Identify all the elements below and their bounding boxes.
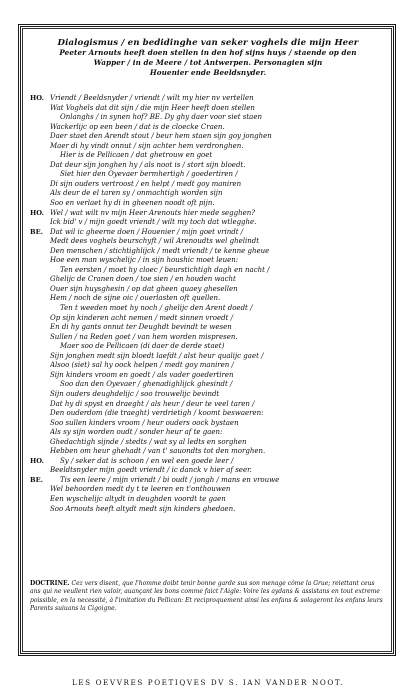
verse-line <box>30 237 390 247</box>
verse-line <box>30 113 390 123</box>
speaker-label <box>30 132 50 142</box>
verse-text: Alsoo (siet) sal hy oock helpen / medt goy maniren / <box>50 361 234 370</box>
speaker-label: HO. <box>30 208 44 217</box>
verse-line <box>30 142 390 152</box>
verse-line <box>30 323 390 333</box>
verse-line <box>30 132 390 142</box>
verse-text: Den ouderdom (die traeght) verdrietigh / koomt beswaeren: <box>50 409 264 418</box>
verse-text: Sijn kinders vroom en goedt / als vader goedertiren <box>50 370 234 379</box>
verse-text: Ghelijc de Cranen doen / toe sien / en houden wacht <box>50 275 236 284</box>
verse-text: Vriendt / Beeldsnyder / vriendt / wilt my hier nv vertellen <box>50 94 254 102</box>
speaker-label <box>30 333 50 343</box>
doctrine-label: DOCTRINE. <box>30 580 70 587</box>
verse-line <box>30 170 390 180</box>
verse-text: Dat wil ic gheerne doen / Houenier / mijn goet vrindt / <box>50 227 244 236</box>
speaker-label <box>30 266 50 276</box>
verse-line <box>30 390 390 400</box>
verse-text: Wat Voghels dat dit sijn / die mijn Heer heeft doen stellen <box>50 103 255 112</box>
verse-text: Ick bid' v / mijn goedt vriendt / wilt my toch dat wtlegghe. <box>50 218 257 227</box>
speaker-label <box>30 189 50 199</box>
speaker-label <box>30 142 50 152</box>
verse-text: Wackerlijc op een been / dat is de cloecke Craen. <box>50 122 225 131</box>
speaker-label <box>30 342 50 352</box>
verse-line <box>30 380 390 390</box>
verse-text: Daer staet den Arendt stout / beur hem staen sijn goy jonghen <box>50 132 272 141</box>
speaker-label: BE. <box>30 227 43 236</box>
verse-line <box>30 466 390 476</box>
verse-text: Hebben om heur ghehadt / van t' sauondts tot den morghen. <box>50 447 266 456</box>
speaker-label <box>30 400 50 410</box>
speaker-label <box>30 419 50 429</box>
verse-text: Medt dees voghels beurschyft / wil Arenoudts wel ghelindt <box>50 237 260 246</box>
speaker-label <box>30 151 50 161</box>
verse-text: Een wyschelijc altydt in deughden voordt te gaen <box>50 494 226 503</box>
verse-text: Hem / noch de sijne oic / ouerlasten oft quellen. <box>50 294 221 303</box>
verse-text: Maer soo de Pellicaen (di daer de derde staet) <box>60 342 225 351</box>
speaker-label <box>30 428 50 438</box>
speaker-label <box>30 218 50 228</box>
verse-line <box>30 161 390 171</box>
speaker-label <box>30 170 50 180</box>
verse-text: Tis een leere / mijn vriendt / bi oudt / jongh / mans en vrouwe <box>60 475 280 484</box>
verse-text: Maer di hy vindt onnut / sijn achter hem verdronghen. <box>50 141 244 150</box>
speaker-label <box>30 466 50 476</box>
verse-text: Beeldtsnyder mijn goedt vriendt / ic danck v hier af seer. <box>50 466 252 475</box>
verse-line <box>30 275 390 285</box>
doctrine-paragraph <box>30 580 386 614</box>
speaker-label <box>30 113 50 123</box>
verse-line <box>30 189 390 199</box>
verse-line <box>30 294 390 304</box>
verse-text: Soo Arnouts heeft altydt medt sijn kinders ghedaen. <box>50 504 236 513</box>
verse-line <box>30 199 390 209</box>
verse-line <box>30 333 390 343</box>
speaker-label <box>30 180 50 190</box>
verse-text: Siet hier den Oyevaer bermhertigh / goedertiren / <box>60 170 238 179</box>
speaker-label <box>30 390 50 400</box>
verse-text: Wel behoorden medt dy t te leeren en t'onthouwen <box>50 485 231 494</box>
verse-line <box>30 371 390 381</box>
verse-line <box>30 266 390 276</box>
verse-text: Als deur de el taren sy / onmachtigh worden sijn <box>50 189 223 198</box>
verse-text: Soo dan den Oyevaer / ghenadighlijck ghesindt / <box>60 380 233 389</box>
verse-line <box>30 228 390 238</box>
title-line-4: Houenier ende Beeldsnyder. <box>149 68 267 77</box>
verse-text: Sijn jonghen medt sijn bloedt laefdt / alst heur qualijc gaet / <box>50 351 264 360</box>
verse-line <box>30 285 390 295</box>
verse-text: Op sijn kinderen acht nemen / medt sinnen vroedt / <box>50 313 233 322</box>
title-line-1: Dialogismus / en bedidinghe van seker voghels die mijn Heer <box>57 38 359 48</box>
verse-text: Hier is de Pellicaen / dat ghetrouw en goet <box>60 151 213 160</box>
speaker-label <box>30 285 50 295</box>
verse-line <box>30 447 390 457</box>
speaker-label <box>30 447 50 457</box>
poem-title <box>30 38 386 78</box>
verse-text: Ghedachtigh sijnde / stedts / wat sy al ledts en sorghen <box>50 437 247 446</box>
verse-text: Sy / seker dat is schoon / en wel een goede leer / <box>60 456 234 465</box>
speaker-label <box>30 409 50 419</box>
verse-line <box>30 457 390 467</box>
verse-text: Den menschen / stichtighlijck / medt vriendt / te kenne gheue <box>50 246 270 255</box>
verse-text: Di sijn ouders vertroost / en helpt / medt goy maniren <box>50 179 242 188</box>
verse-text: Sijn ouders deughdelijc / soo trouwelijc bevindt <box>50 389 220 398</box>
speaker-label <box>30 237 50 247</box>
verse-text: Sullen / na Reden goet / van hem worden mispresen. <box>50 332 238 341</box>
speaker-label <box>30 275 50 285</box>
dialogue-body <box>30 94 390 514</box>
speaker-label <box>30 485 50 495</box>
title-line-3: Wapper / in de Meere / tot Antwerpen. Personagien sijn <box>93 58 323 67</box>
speaker-label <box>30 361 50 371</box>
verse-line <box>30 485 390 495</box>
verse-text: Ten eersten / moet hy cloec / beurstichtigh dagh en nacht / <box>60 265 270 274</box>
verse-text: Soo sullen kinders vroom / heur ouders oock bystaen <box>50 418 239 427</box>
speaker-label <box>30 352 50 362</box>
speaker-label <box>30 199 50 209</box>
speaker-label <box>30 161 50 171</box>
verse-line <box>30 476 390 486</box>
verse-line <box>30 123 390 133</box>
verse-line <box>30 428 390 438</box>
speaker-label <box>30 438 50 448</box>
doctrine-text: Cez vers disent, que l'homme doibt tenir bonne garde sus son menage côme la Grue; reiettant ceus ans qui ne veullent rien valoir, auançant les bons comme faict l'Aigle: Voire les aydans & assistans en tout extreme poissible, en la necessité, à l'imitation du Pellican: Et reciproquement ainsi les enfans & solageront les enfans leurs Parents suiuans la Cigoigne. <box>30 580 383 613</box>
speaker-label <box>30 380 50 390</box>
verse-line <box>30 94 390 104</box>
verse-line <box>30 304 390 314</box>
speaker-label <box>30 247 50 257</box>
verse-text: Ten t weeden moet hy noch / ghelijc den Arent doedt / <box>60 304 253 313</box>
verse-line <box>30 505 390 515</box>
verse-text: Wel / wat wilt nv mijn Heer Arenouts hier mede segghen? <box>50 208 256 217</box>
verse-line <box>30 180 390 190</box>
speaker-label <box>30 104 50 114</box>
speaker-label: BE. <box>30 475 43 484</box>
verse-line <box>30 314 390 324</box>
verse-text: Soo en verlaet hy di in gheenen noodt oft pijn. <box>50 199 215 208</box>
speaker-label <box>30 371 50 381</box>
verse-line <box>30 361 390 371</box>
verse-text: Dat hy di spyst en draeght / als heur / deur te veel taren / <box>50 399 255 408</box>
verse-line <box>30 352 390 362</box>
speaker-label <box>30 304 50 314</box>
speaker-label: HO. <box>30 94 44 102</box>
verse-text: En di hy gants onnut ter Deughdt bevindt te wesen <box>50 323 232 332</box>
verse-line <box>30 438 390 448</box>
title-line-2: Peeter Arnouts heeft doen stellen in den hof sijns huys / staende op den <box>59 48 357 57</box>
verse-line <box>30 209 390 219</box>
speaker-label <box>30 123 50 133</box>
verse-line <box>30 495 390 505</box>
speaker-label: HO. <box>30 456 44 465</box>
verse-text: Onlanghs / in synen hof? BE. Dy ghy daer voor siet staen <box>60 113 262 122</box>
verse-text: Dat deur sijn jonghen hy / als noot is / stort sijn bloedt. <box>50 160 246 169</box>
verse-line <box>30 256 390 266</box>
page-footer: LES OEVVRES POETIQVES DV S. IAN VANDER NOOT. <box>71 678 345 687</box>
verse-line <box>30 104 390 114</box>
verse-line <box>30 409 390 419</box>
verse-text: Als sy sijn worden oudt / sonder heur af te gaen: <box>50 428 223 437</box>
speaker-label <box>30 314 50 324</box>
verse-line <box>30 247 390 257</box>
verse-text: Hoe een man wyschelijc / in sijn houshic moet leuen: <box>50 256 239 265</box>
verse-line <box>30 342 390 352</box>
verse-line <box>30 400 390 410</box>
verse-line <box>30 151 390 161</box>
speaker-label <box>30 256 50 266</box>
speaker-label <box>30 505 50 515</box>
verse-line <box>30 419 390 429</box>
verse-text: Ouer sijn huysghesin / op dat gheen quaey ghesellen <box>50 284 238 293</box>
speaker-label <box>30 294 50 304</box>
speaker-label <box>30 323 50 333</box>
verse-line <box>30 218 390 228</box>
speaker-label <box>30 495 50 505</box>
